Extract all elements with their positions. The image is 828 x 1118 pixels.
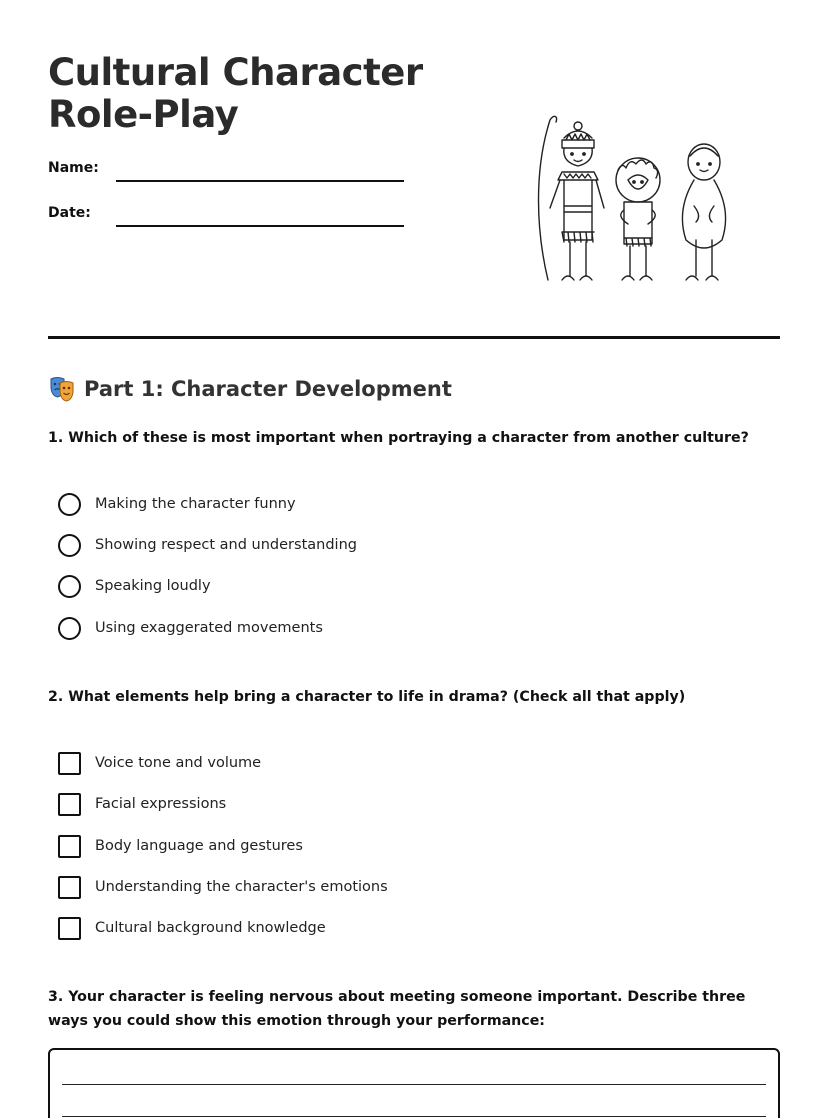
q1-option-2[interactable] — [58, 533, 357, 557]
option-label: Body language and gestures — [95, 838, 303, 854]
option-label: Using exaggerated movements — [95, 620, 323, 636]
question-2: 2. What elements help bring a character to life in drama? (Check all that apply) — [48, 689, 686, 705]
q2-option-4[interactable] — [58, 875, 388, 899]
question-1: 1. Which of these is most important when portraying a character from another culture? — [48, 430, 749, 446]
q1-option-3[interactable] — [58, 574, 211, 598]
part1-title: Part 1: Character Development — [84, 377, 452, 401]
checkbox[interactable] — [58, 793, 81, 816]
radio-button[interactable] — [58, 493, 81, 516]
character-with-staff-icon — [539, 116, 605, 280]
date-field-line[interactable] — [116, 225, 404, 227]
name-field-line[interactable] — [116, 180, 404, 182]
option-label: Voice tone and volume — [95, 755, 262, 771]
option-label: Showing respect and understanding — [95, 537, 357, 553]
answer-line — [62, 1116, 766, 1117]
answer-line — [62, 1084, 766, 1085]
section-divider — [48, 336, 780, 339]
radio-button[interactable] — [58, 575, 81, 598]
q1-option-1[interactable] — [58, 492, 296, 516]
checkbox[interactable] — [58, 752, 81, 775]
q2-option-3[interactable] — [58, 834, 303, 858]
date-label: Date: — [48, 205, 91, 221]
character-with-fur-hood-icon — [616, 158, 660, 280]
cultural-characters-illustration — [528, 110, 738, 288]
q2-option-1[interactable] — [58, 751, 261, 775]
q3-answer-box[interactable] — [48, 1048, 780, 1118]
question-3: 3. Your character is feeling nervous about meeting someone important. Describe three ways you could show this emotion through your performance: — [48, 989, 746, 1029]
name-label: Name: — [48, 160, 99, 176]
option-label: Speaking loudly — [95, 578, 211, 594]
radio-button[interactable] — [58, 534, 81, 557]
worksheet-title: Cultural Character Role-Play — [48, 51, 423, 136]
q2-option-5[interactable] — [58, 916, 326, 940]
option-label: Cultural background knowledge — [95, 920, 326, 936]
part1-heading — [48, 374, 452, 404]
checkbox[interactable] — [58, 835, 81, 858]
theater-masks-icon — [48, 375, 76, 403]
option-label: Making the character funny — [95, 496, 296, 512]
q1-option-4[interactable] — [58, 616, 323, 640]
q2-option-2[interactable] — [58, 792, 226, 816]
option-label: Understanding the character's emotions — [95, 879, 388, 895]
option-label: Facial expressions — [95, 796, 227, 812]
checkbox[interactable] — [58, 876, 81, 899]
checkbox[interactable] — [58, 917, 81, 940]
radio-button[interactable] — [58, 617, 81, 640]
character-round-body-icon — [682, 144, 725, 280]
